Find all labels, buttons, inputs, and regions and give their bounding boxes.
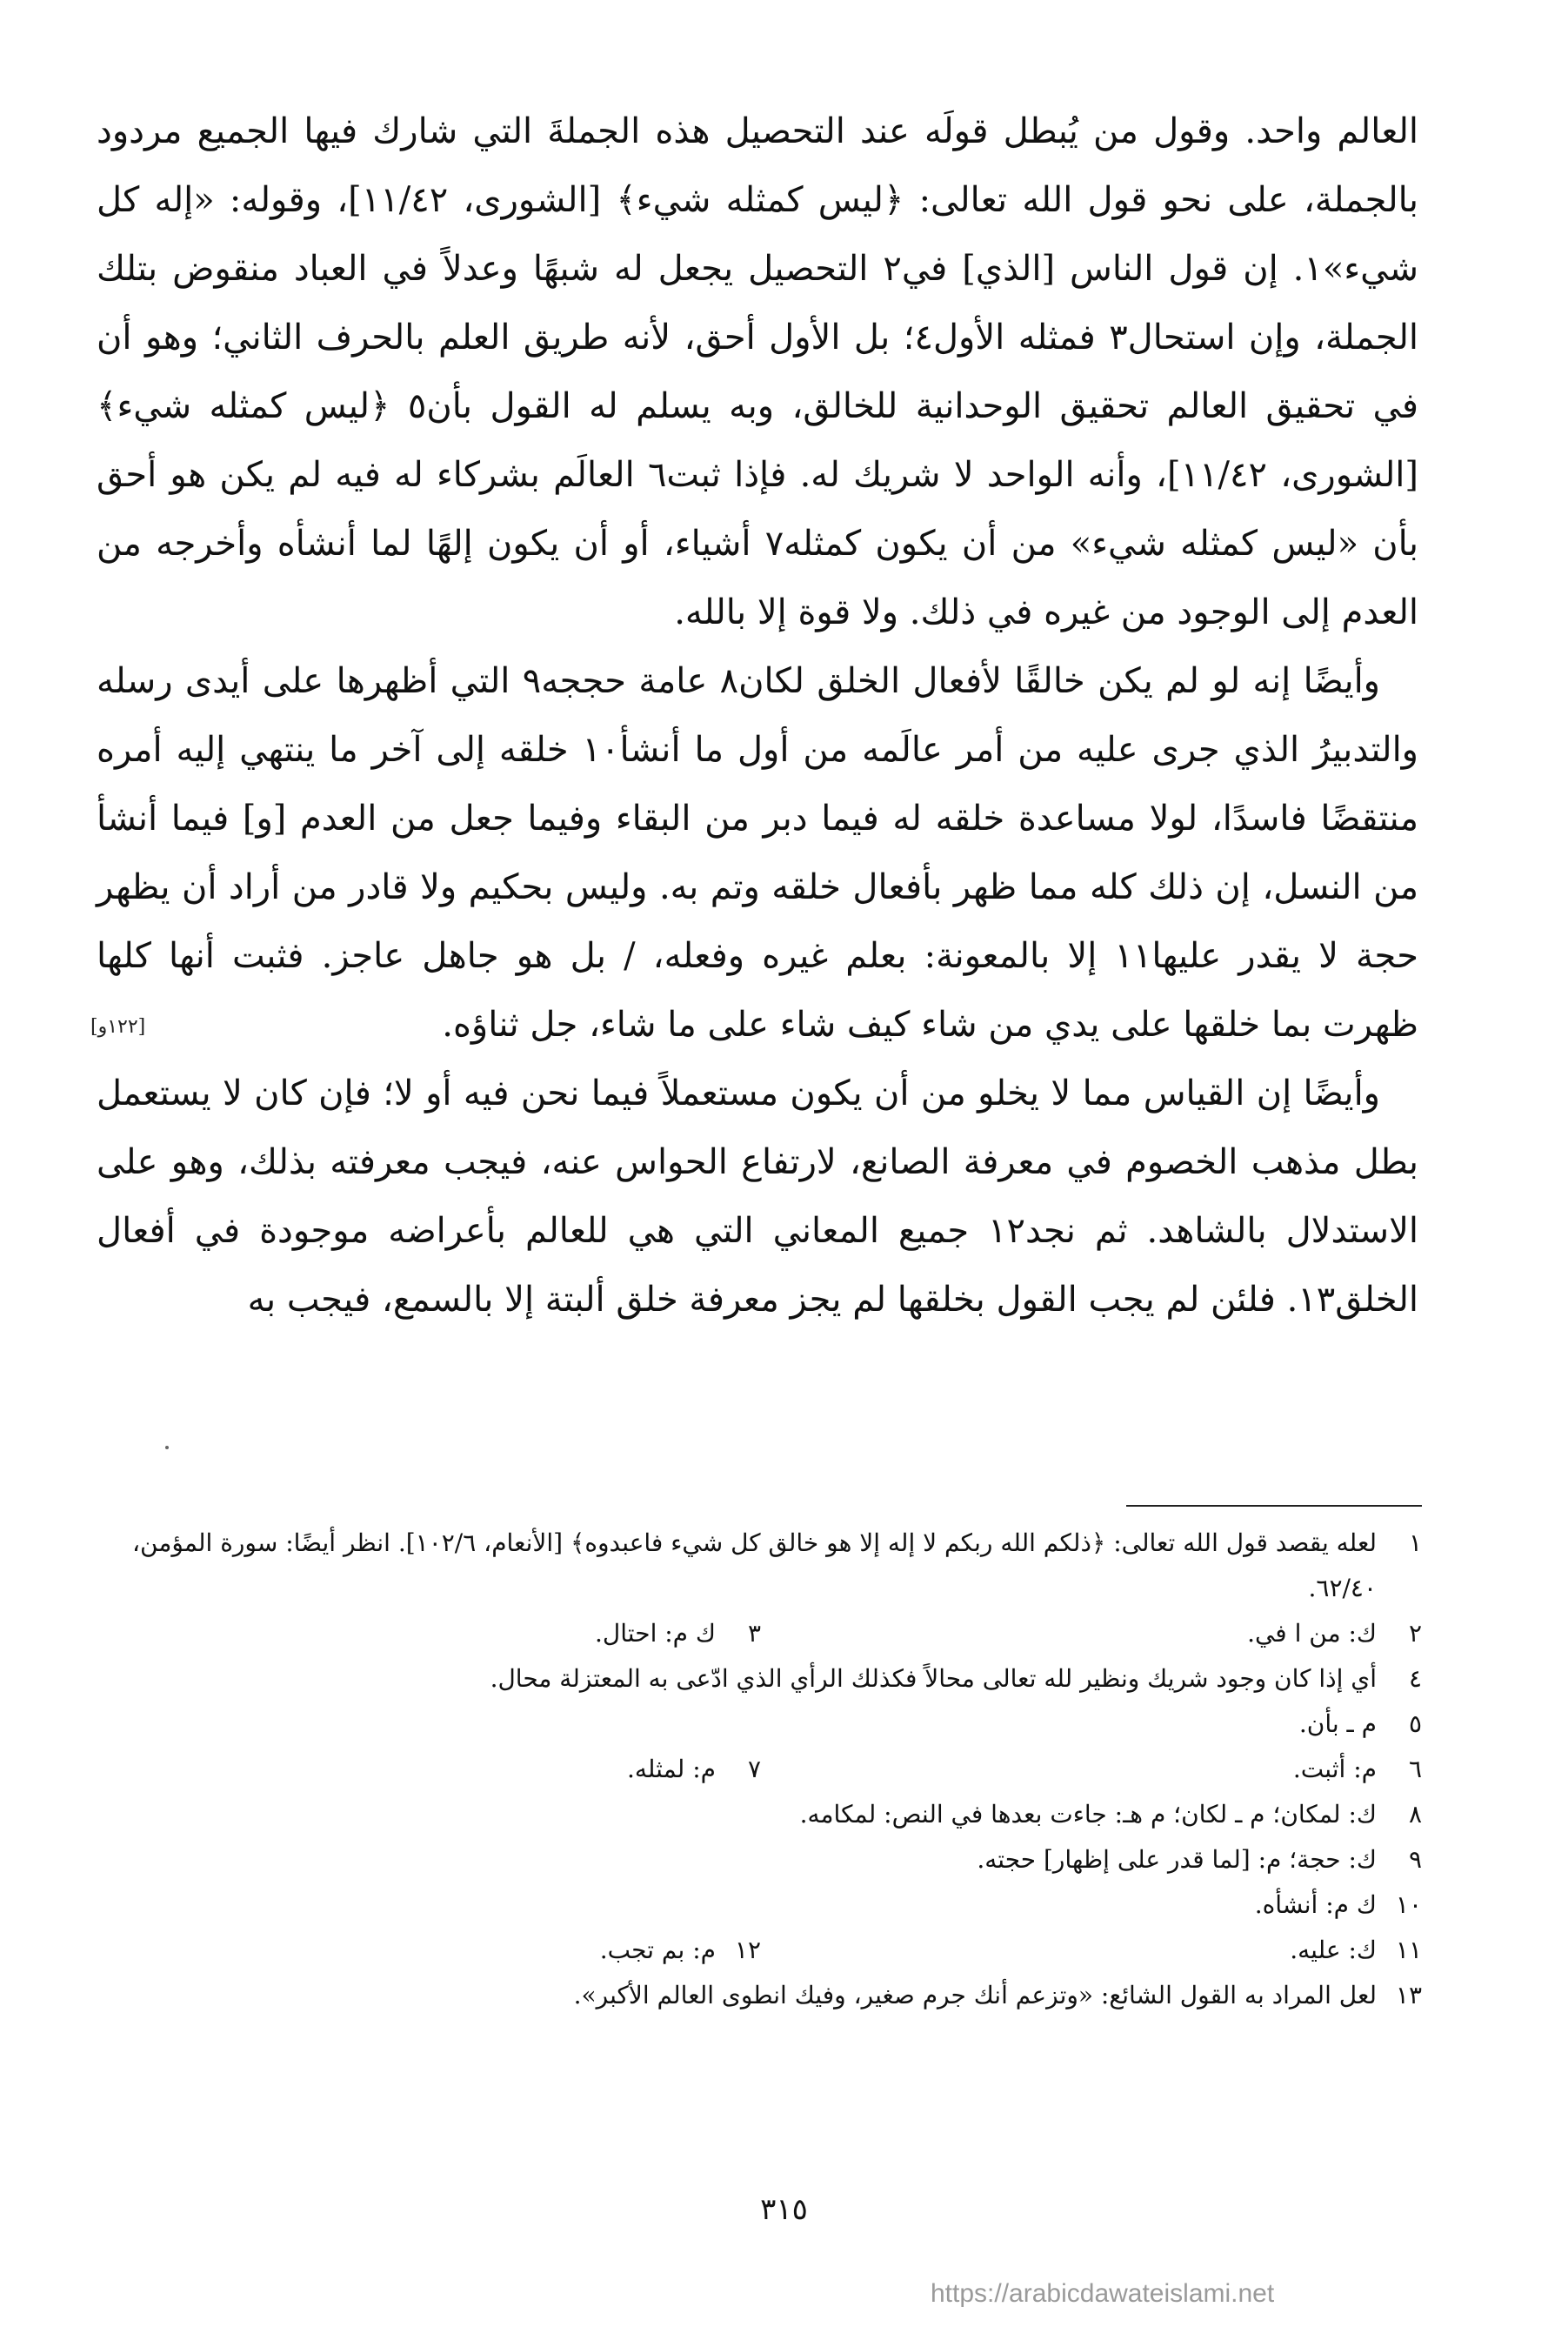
footnote-number: ٩: [1408, 1845, 1422, 1874]
footnote-text: م ـ بأن.: [1298, 1709, 1377, 1738]
footnote-text: ك: حجة؛ م: [لما قدر على إظهار] حجته.: [977, 1845, 1377, 1874]
stray-mark: [165, 1446, 169, 1449]
footnote-text: ك: عليه.: [1290, 1936, 1377, 1964]
footnote-number: ٧: [747, 1755, 761, 1783]
footnote-number: ١١: [1395, 1936, 1422, 1964]
footnote-row: [100, 1747, 1422, 1792]
footnotes-block: [100, 1521, 1422, 2018]
footnote-row: [100, 1702, 1422, 1747]
footnote-number: ٨: [1408, 1800, 1422, 1829]
footnote-8: [800, 1792, 1422, 1837]
paragraph-3: وأيضًا إن القياس مما لا يخلو من أن يكون مستعملاً فيما نحن فيه أو لا؛ فإن كان لا يستعمل بطل مذهب الخصوم في معرفة الصانع، لارتفاع الحواس عنه، فيجب معرفته بذلك، وهو على الاستدلال بالشاهد. ثم نجد١٢ جميع المعاني التي هي للعالم بأعراضه موجودة في أفعال الخلق١٣. فلئن لم يجب القول بخلقها لم يجز معرفة خلق ألبتة إلا بالسمع، فيجب به: [97, 1073, 1419, 1320]
footnote-11: [761, 1928, 1422, 1973]
footnote-number: ٦: [1408, 1755, 1422, 1783]
footnote-10: [1255, 1882, 1422, 1928]
footnote-number: ١٣: [1395, 1981, 1422, 2009]
footnote-text: م: بم تجب.: [599, 1936, 716, 1964]
footnote-text: ك م: أنشأه.: [1254, 1890, 1377, 1919]
footnote-number: ١: [1408, 1528, 1422, 1557]
footnote-text: أي إذا كان وجود شريك ونظير لله تعالى محالاً فكذلك الرأي الذي ادّعى به المعتزلة محال.: [490, 1664, 1377, 1693]
footnote-6: [761, 1747, 1422, 1792]
footnote-2: [761, 1611, 1422, 1656]
watermark-url: https://arabicdawateislami.net: [931, 2279, 1275, 2308]
footnote-3: [100, 1611, 761, 1656]
footnote-number: ١٢: [734, 1936, 761, 1964]
paragraph-2: وأيضًا إنه لو لم يكن خالقًا لأفعال الخلق لكان٨ عامة حججه٩ التي أظهرها على أيدى رسله والتدبيرُ الذي جرى عليه من أمر عالَمه من أول ما أنشأ١٠ خلقه إلى آخر ما ينتهي إليه أمره منتقضًا فاسدًا، لولا مساعدة خلقه له فيما دبر من البقاء وفيما جعل من العدم [و] فيما أنشأ من النسل، إن ذلك كله مما ظهر بأفعال خلقه وتم به. وليس بحكيم ولا قادر من أراد أن يظهر حجة لا يقدر عليها١١ إلا بالمعونة: بعلم غيره وفعله، / بل هو جاهل عاجز. فثبت أنها كلها ظهرت بما خلقها على يدي من شاء كيف شاء على ما شاء، جل ثناؤه.: [97, 661, 1419, 1045]
footnote-text: لعل المراد به القول الشائع: «وتزعم أنك جرم صغير، وفيك انطوى العالم الأكبر».: [573, 1981, 1377, 2009]
footnote-12: [100, 1928, 761, 1973]
footnote-number: ٤: [1408, 1664, 1422, 1693]
footnote-9: [977, 1837, 1422, 1882]
footnote-4: [490, 1656, 1422, 1702]
footnote-text: ك: لمكان؛ م ـ لكان؛ م هـ: جاءت بعدها في النص: لمكامه.: [799, 1800, 1377, 1829]
footnote-row: [100, 1973, 1422, 2018]
footnote-row: [100, 1656, 1422, 1702]
footnote-number: ٣: [747, 1619, 761, 1648]
footnote-number: ٥: [1408, 1709, 1422, 1738]
footnote-row: [100, 1837, 1422, 1882]
main-text-block: [97, 97, 1418, 1334]
footnote-number: ١٠: [1395, 1890, 1422, 1919]
footnote-5: [1299, 1702, 1422, 1747]
footnote-separator: [1126, 1505, 1422, 1507]
footnote-text: م: لمثله.: [626, 1755, 716, 1783]
paragraph-1: العالم واحد. وقول من يُبطل قولَه عند التحصيل هذه الجملةَ التي شارك فيها الجميع مردود بالجملة، على نحو قول الله تعالى: ﴿ليس كمثله شيء﴾ [الشورى، ١١/٤٢]، وقوله: «إله كل شيء»١. إن قول الناس [الذي] في٢ التحصيل يجعل له شبهًا وعدلاً في العباد منقوض بتلك الجملة، وإن استحال٣ فمثله الأول٤؛ بل الأول أحق، لأنه طريق العلم بالحرف الثاني؛ وهو أن في تحقيق العالم تحقيق الوحدانية للخالق، وبه يسلم له القول بأن٥ ﴿ليس كمثله شيء﴾ [الشورى، ١١/٤٢]، وأنه الواحد لا شريك له. فإذا ثبت٦ العالَم بشركاء له فيه لم يكن هو أحق بأن «ليس كمثله شيء» من أن يكون كمثله٧ أشياء، أو أن يكون إلهًا لما أنشأه وأخرجه من العدم إلى الوجود من غيره في ذلك. ولا قوة إلا بالله.: [97, 111, 1418, 632]
footnote-row: [100, 1611, 1422, 1656]
footnote-number: ٢: [1408, 1619, 1422, 1648]
footnote-text: م: أثبت.: [1292, 1755, 1377, 1783]
footnote-13: [574, 1973, 1422, 2018]
footnote-row: [100, 1882, 1422, 1928]
footnote-7: [100, 1747, 761, 1792]
footnote-text: ك: من ا في.: [1247, 1619, 1377, 1648]
footnote-text: لعله يقصد قول الله تعالى: ﴿ذلكم الله ربكم لا إله إلا هو خالق كل شيء فاعبدوه﴾ [الأنعام، ١٠٢/٦]. انظر أيضًا: سورة المؤمن، ٦٢/٤٠.: [132, 1528, 1377, 1602]
footnote-row: [100, 1928, 1422, 1973]
page-number: ٣١٥: [760, 2192, 808, 2227]
footnote-1: [100, 1521, 1422, 1611]
footnote-row: [100, 1521, 1422, 1611]
footnote-row: [100, 1792, 1422, 1837]
footnote-text: ك م: احتال.: [595, 1619, 716, 1648]
folio-marker: [١٢٢و]: [90, 1016, 146, 1038]
